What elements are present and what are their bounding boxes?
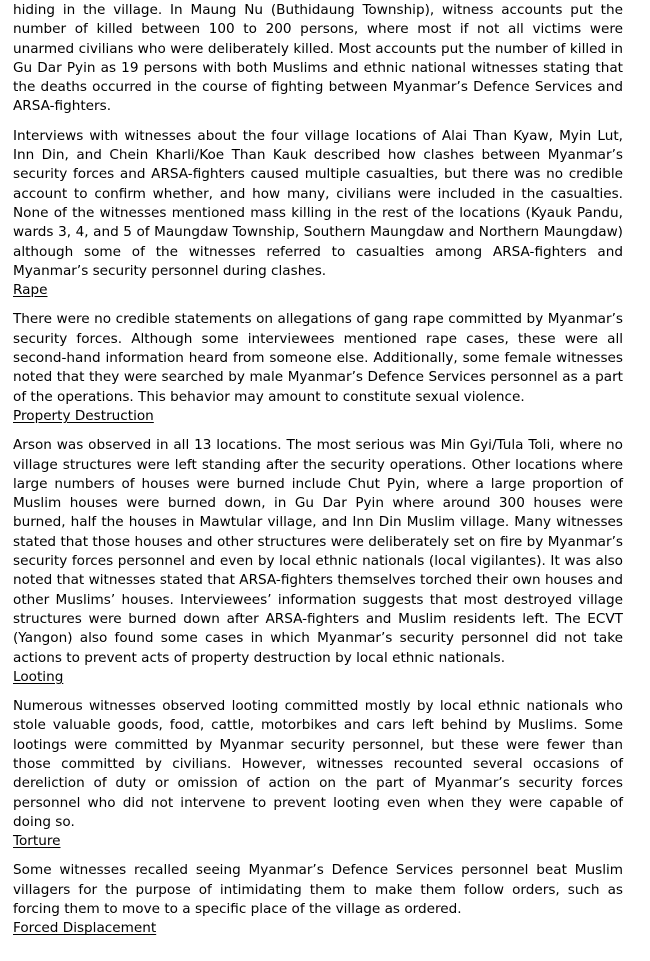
section-heading-rape: Rape — [13, 282, 48, 299]
document-page — [13, 0, 623, 939]
paragraph-torture: Some witnesses recalled seeing Myanmar’s Defence Services personnel beat Muslim villagers for the purpose of intimidating them to make them follow orders, such as forcing them to move to a specific place of the village as ordered. — [13, 862, 623, 918]
section-heading-forced-displacement: Forced Displacement — [13, 920, 157, 937]
paragraph-rape: There were no credible statements on allegations of gang rape committed by Myanmar’s security forces. Although some interviewees mentioned rape cases, these were all second-hand information heard from someone else. Additionally, some female witnesses noted that they were searched by male Myanmar’s Defence Services personnel as a part of the operations. This behavior may amount to constitute sexual violence. — [13, 311, 623, 405]
paragraph-looting: Numerous witnesses observed looting committed mostly by local ethnic nationals who stole valuable goods, food, cattle, motorbikes and cars left behind by Muslims. Some lootings were committed by Myanmar security personnel, but these were fewer than those committed by civilians. However, witnesses recounted several occasions of dereliction of duty or omission of action on the part of Myanmar’s security forces personnel who did not intervene to prevent looting even when they were capable of doing so. — [13, 698, 623, 830]
paragraph-killings-intro: hiding in the village. In Maung Nu (Buthidaung Township), witness accounts put the number of killed between 100 to 200 persons, where most if not all victims were unarmed civilians who were deliberately killed. Most accounts put the number of killed in Gu Dar Pyin as 19 persons with both Muslims and ethnic national witnesses stating that the deaths occurred in the course of fighting between Myanmar’s Defence Services and ARSA-fighters. — [13, 2, 623, 115]
paragraph-witness-interviews: Interviews with witnesses about the four village locations of Alai Than Kyaw, Myin Lut, Inn Din, and Chein Kharli/Koe Than Kauk described how clashes between Myanmar’s security forces and ARSA-fighters caused multiple casualties, but there was no credible account to confirm whether, and how many, civilians were included in the casualties. None of the witnesses mentioned mass killing in the rest of the locations (Kyauk Pandu, wards 3, 4, and 5 of Maungdaw Township, Southern Maungdaw and Northern Maungdaw) although some of the witnesses referred to casualties among ARSA-fighters and Myanmar’s security personnel during clashes. — [13, 127, 623, 279]
paragraph-property-destruction: Arson was observed in all 13 locations. The most serious was Min Gyi/Tula Toli, where no village structures were left standing after the security operations. Other locations where large numbers of houses were burned include Chut Pyin, where a large proportion of Muslim houses were burned down, in Gu Dar Pyin where around 300 houses were burned, half the houses in Mawtular village, and Inn Din Muslim village. Many witnesses stated that those houses and other structures were deliberately set on fire by Myanmar’s security forces personnel and even by local ethnic nationals (local vigilantes). It was also noted that witnesses stated that ARSA-fighters themselves torched their own houses and other Muslims’ houses. Interviewees’ information suggests that most destroyed village structures were burned down after ARSA-fighters and Muslim residents left. The ECVT (Yangon) also found some cases in which Myanmar’s security personnel did not take actions to prevent acts of property destruction by local ethnic nationals. — [13, 437, 623, 666]
section-heading-looting: Looting — [13, 668, 64, 685]
section-heading-torture: Torture — [13, 833, 61, 850]
section-heading-property-destruction: Property Destruction — [13, 407, 154, 424]
